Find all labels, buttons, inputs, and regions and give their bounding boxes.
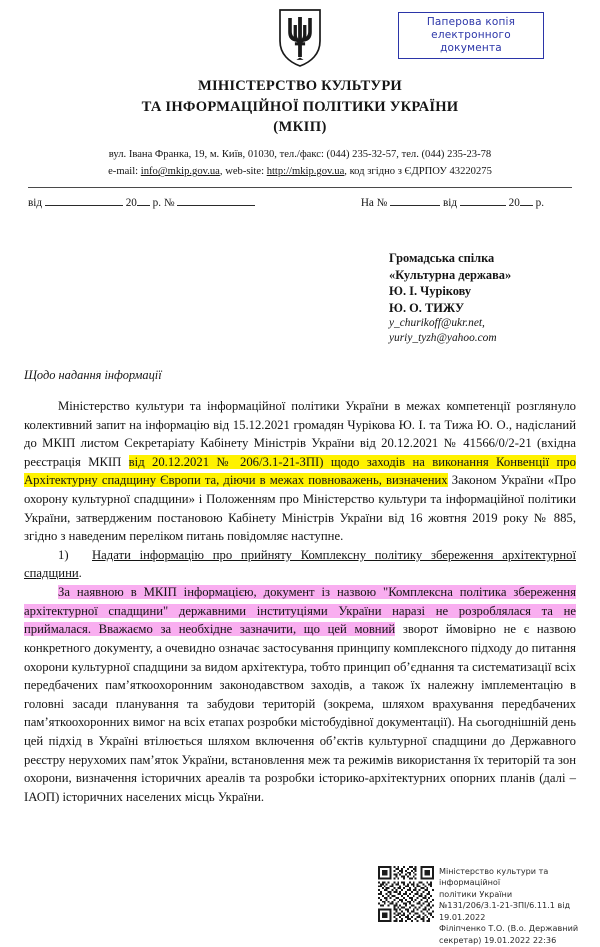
outgoing-number-blank[interactable] [177, 205, 255, 206]
outgoing-year-prefix: 20 [125, 197, 137, 210]
paragraph-2-tail: зворот ймовірно не є назвою конкретного документу, а очевидно означає застосування принципу комплексного підходу до питання охорони культурної спадщини за видом архітектура, тобто принцип об’єднання та систематизації всіх передбачених пам’яткоохоронним законодавством заходів, а також їх належну імплементацію в головні засади планування та забудови територій (зокрема, шляхом врахування передбачених пам’яткоохоронних вимог на всіх етапах розробки містобудівної документації). На сьогоднішній день цей підхід в Україні втілюється шляхом включення об’єктів культурної спадщини до Державного реєстру нерухомих пам’яток України, встановлення меж та режимів використання їх територій та зон охорони, визначення історичних ареалів та розробки історико-архітектурних опорних планів (далі – ІАОП) історичних населених місць України. [24, 622, 576, 804]
addressee-organisation: Громадська спілка [389, 251, 495, 265]
item-1-period: . [78, 566, 82, 581]
addressee-email-1[interactable]: y_churikoff@ukr.net, [389, 317, 485, 329]
postal-address: вул. Івана Франка, 19, м. Київ, 01030, тел./факс: (044) 235-32-57, тел. (044) 235-23-78 [108, 149, 492, 161]
incoming-reference [361, 197, 572, 209]
outgoing-reference [28, 197, 255, 209]
outgoing-date-blank[interactable] [45, 205, 123, 206]
stamp-line-1: Паперова копія [426, 16, 516, 28]
incoming-year-prefix: 20 [508, 197, 520, 210]
addressee-person-1: Ю. І. Чурікову [389, 284, 472, 298]
stamp-line-2: електронного [431, 28, 511, 41]
organisation-title [24, 76, 576, 138]
website-link[interactable]: http://mkip.gov.ua [266, 166, 345, 178]
ukraine-trident-coat-of-arms-icon [277, 0, 323, 68]
addressee-block [389, 250, 594, 346]
item-1-text: Надати інформацію про прийняту Комплексну політику збереження архітектурної спадщини [24, 547, 576, 581]
paragraph-2 [24, 583, 576, 806]
outgoing-year-blank[interactable] [137, 205, 150, 206]
addressee-organisation-name: «Культурна держава» [389, 267, 512, 282]
paragraph-1 [24, 397, 576, 546]
outgoing-number-label: р. № [152, 197, 175, 210]
incoming-year-suffix: р. [535, 197, 544, 210]
stamp-line-3: документа [440, 41, 502, 54]
addressee-person-2: Ю. О. ТИЖУ [389, 300, 465, 315]
item-1-number: 1) [58, 547, 69, 562]
incoming-date-blank[interactable] [460, 205, 506, 206]
paragraph-1-yellow-highlight: від 20.12.2021 № 206/3.1-21-ЗПІ) щодо заходів на виконання Конвенції про Архітектурну спадщину Європи та, діючи в межах повноважень, визначених [24, 454, 576, 488]
email-label: e-mail: [108, 166, 139, 178]
incoming-from-label: від [442, 197, 458, 210]
header-divider [28, 187, 572, 188]
paragraph-1-intro: Міністерство культури та інформаційної політики України в межах компетенції розглянуло колективний запит на інформацію від 15.12.2021 громадян Чурікова Ю. І. та Тижа Ю. О., надісланий до МКІП листом Секретаріату Кабінету Міністрів України від 20.12.2021 № 41566/0/2-21 (вхідна реєстрація МКІП [24, 399, 576, 469]
incoming-year-blank[interactable] [520, 205, 533, 206]
paper-copy-stamp [398, 12, 544, 59]
signer-line-2: секретар) 19.01.2022 22:36 [439, 934, 557, 945]
electronic-contacts [24, 163, 576, 180]
qr-code-icon [378, 866, 434, 922]
signature-document-number: №131/206/3.1-21-ЗПІ/6.11.1 від [439, 900, 571, 911]
signer-line-1: Філіпченко Т.О. (В.о. Державний [439, 923, 579, 934]
signature-org-line-2: політики України [439, 888, 513, 899]
signature-document-date: 19.01.2022 [439, 911, 486, 922]
contact-details [24, 146, 576, 180]
addressee-email-2[interactable]: yuriy_tyzh@yahoo.com [389, 332, 497, 345]
numbered-item-1 [24, 546, 576, 583]
digital-signature-block [378, 866, 594, 946]
edrpou-code: , код згідно з ЄДРПОУ 43220275 [344, 166, 492, 178]
document-body [24, 397, 576, 806]
signature-details [439, 866, 594, 946]
email-link[interactable]: info@mkip.gov.ua [140, 166, 220, 178]
title-abbreviation: (МКІП) [273, 119, 327, 136]
reference-line [24, 197, 576, 209]
title-line-2: ТА ІНФОРМАЦІЙНОЇ ПОЛІТИКИ УКРАЇНИ [141, 98, 459, 115]
title-line-1: МІНІСТЕРСТВО КУЛЬТУРИ [197, 78, 402, 94]
web-label: , web-site: [219, 166, 265, 178]
outgoing-from-label: від [28, 197, 43, 210]
incoming-number-label: На № [360, 197, 388, 210]
signature-org-line-1: Міністерство культури та інформаційної [439, 866, 549, 888]
incoming-number-blank[interactable] [390, 205, 440, 206]
subject-line: Щодо надання інформації [24, 368, 162, 382]
paragraph-1-tail: Законом України «Про охорону культурної спадщини» і Положенням про Міністерство культури та інформаційної політики України, затвердженим постановою Кабінету Міністрів України від 16 жовтня 2019 року № 885, згідно з наведеним переліком питань повідомляє наступне. [24, 473, 576, 544]
paragraph-2-pink-highlight: За наявною в МКІП інформацією, документ із назвою "Комплексна політика збереження архітектурної спадщини" державними інституціями України наразі не розроблялася та не приймалася. Вважаємо за необхідне зазначити, що цей мовний [24, 585, 576, 637]
